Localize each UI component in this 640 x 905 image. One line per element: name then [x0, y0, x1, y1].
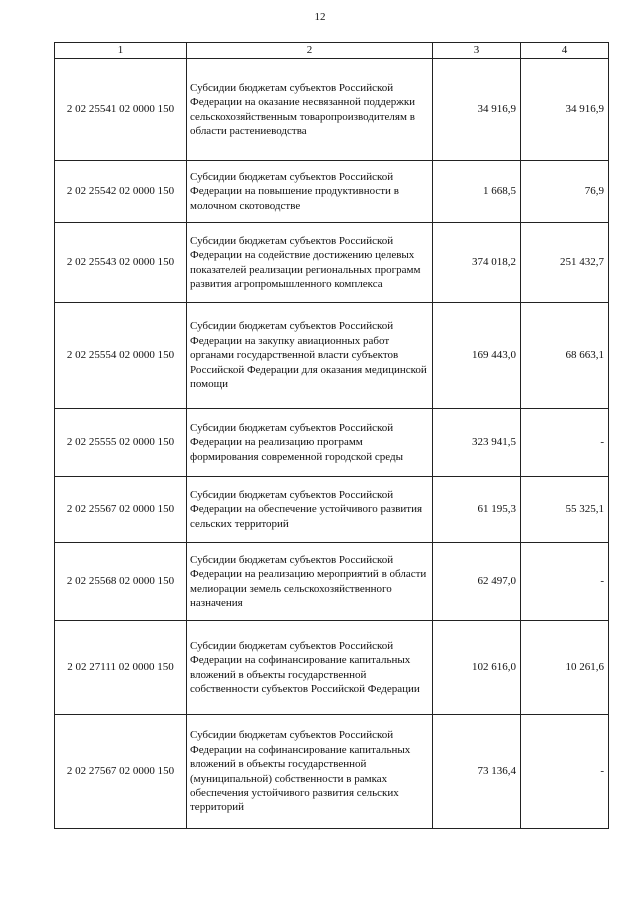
amount-col3: 62 497,0 — [433, 543, 521, 621]
table-row — [55, 477, 609, 543]
revenue-code: 2 02 25567 02 0000 150 — [55, 477, 187, 543]
amount-col4: 76,9 — [521, 161, 609, 223]
column-header-2: 2 — [187, 43, 433, 59]
revenue-code: 2 02 27111 02 0000 150 — [55, 621, 187, 715]
amount-col3: 169 443,0 — [433, 303, 521, 409]
amount-col3: 34 916,9 — [433, 59, 521, 161]
amount-col4: 55 325,1 — [521, 477, 609, 543]
amount-col3: 323 941,5 — [433, 409, 521, 477]
revenue-name: Субсидии бюджетам субъектов Российской Федерации на оказание несвязанной поддержки сельскохозяйственным товаропроизводителям в области растениеводства — [187, 59, 433, 161]
table-row — [55, 543, 609, 621]
revenue-code: 2 02 25555 02 0000 150 — [55, 409, 187, 477]
table-row — [55, 223, 609, 303]
revenue-code: 2 02 25554 02 0000 150 — [55, 303, 187, 409]
table-row — [55, 59, 609, 161]
amount-col4: 34 916,9 — [521, 59, 609, 161]
amount-col3: 102 616,0 — [433, 621, 521, 715]
revenue-name: Субсидии бюджетам субъектов Российской Федерации на обеспечение устойчивого развития сельских территорий — [187, 477, 433, 543]
revenue-name: Субсидии бюджетам субъектов Российской Федерации на реализацию мероприятий в области мелиорации земель сельскохозяйственного назначения — [187, 543, 433, 621]
page-number: 12 — [314, 11, 326, 23]
amount-col3: 1 668,5 — [433, 161, 521, 223]
revenue-name: Субсидии бюджетам субъектов Российской Федерации на софинансирование капитальных вложений в объекты государственной (муниципальной) собственности в рамках обеспечения устойчивого развития сельских территорий — [187, 715, 433, 829]
revenue-name: Субсидии бюджетам субъектов Российской Федерации на повышение продуктивности в молочном скотоводстве — [187, 161, 433, 223]
table-row — [55, 161, 609, 223]
revenue-code: 2 02 25542 02 0000 150 — [55, 161, 187, 223]
revenue-name: Субсидии бюджетам субъектов Российской Федерации на закупку авиационных работ органами государственной власти субъектов Российской Федерации для оказания медицинской помощи — [187, 303, 433, 409]
table-row — [55, 303, 609, 409]
revenue-code: 2 02 25541 02 0000 150 — [55, 59, 187, 161]
column-header-4: 4 — [521, 43, 609, 59]
revenue-name: Субсидии бюджетам субъектов Российской Федерации на софинансирование капитальных вложений в объекты государственной собственности субъектов Российской Федерации — [187, 621, 433, 715]
amount-col4: 10 261,6 — [521, 621, 609, 715]
column-header-1: 1 — [55, 43, 187, 59]
table-row — [55, 715, 609, 829]
amount-col3: 61 195,3 — [433, 477, 521, 543]
table-row — [55, 621, 609, 715]
revenue-code: 2 02 25543 02 0000 150 — [55, 223, 187, 303]
amount-col4: - — [521, 543, 609, 621]
revenue-code: 2 02 27567 02 0000 150 — [55, 715, 187, 829]
amount-col3: 374 018,2 — [433, 223, 521, 303]
amount-col4: 251 432,7 — [521, 223, 609, 303]
table-header-row — [55, 43, 609, 59]
revenue-name: Субсидии бюджетам субъектов Российской Федерации на содействие достижению целевых показателей реализации региональных программ развития агропромышленного комплекса — [187, 223, 433, 303]
table-row — [55, 409, 609, 477]
budget-table — [54, 42, 609, 829]
column-header-3: 3 — [433, 43, 521, 59]
revenue-name: Субсидии бюджетам субъектов Российской Федерации на реализацию программ формирования современной городской среды — [187, 409, 433, 477]
revenue-code: 2 02 25568 02 0000 150 — [55, 543, 187, 621]
amount-col4: 68 663,1 — [521, 303, 609, 409]
amount-col4: - — [521, 409, 609, 477]
amount-col3: 73 136,4 — [433, 715, 521, 829]
amount-col4: - — [521, 715, 609, 829]
